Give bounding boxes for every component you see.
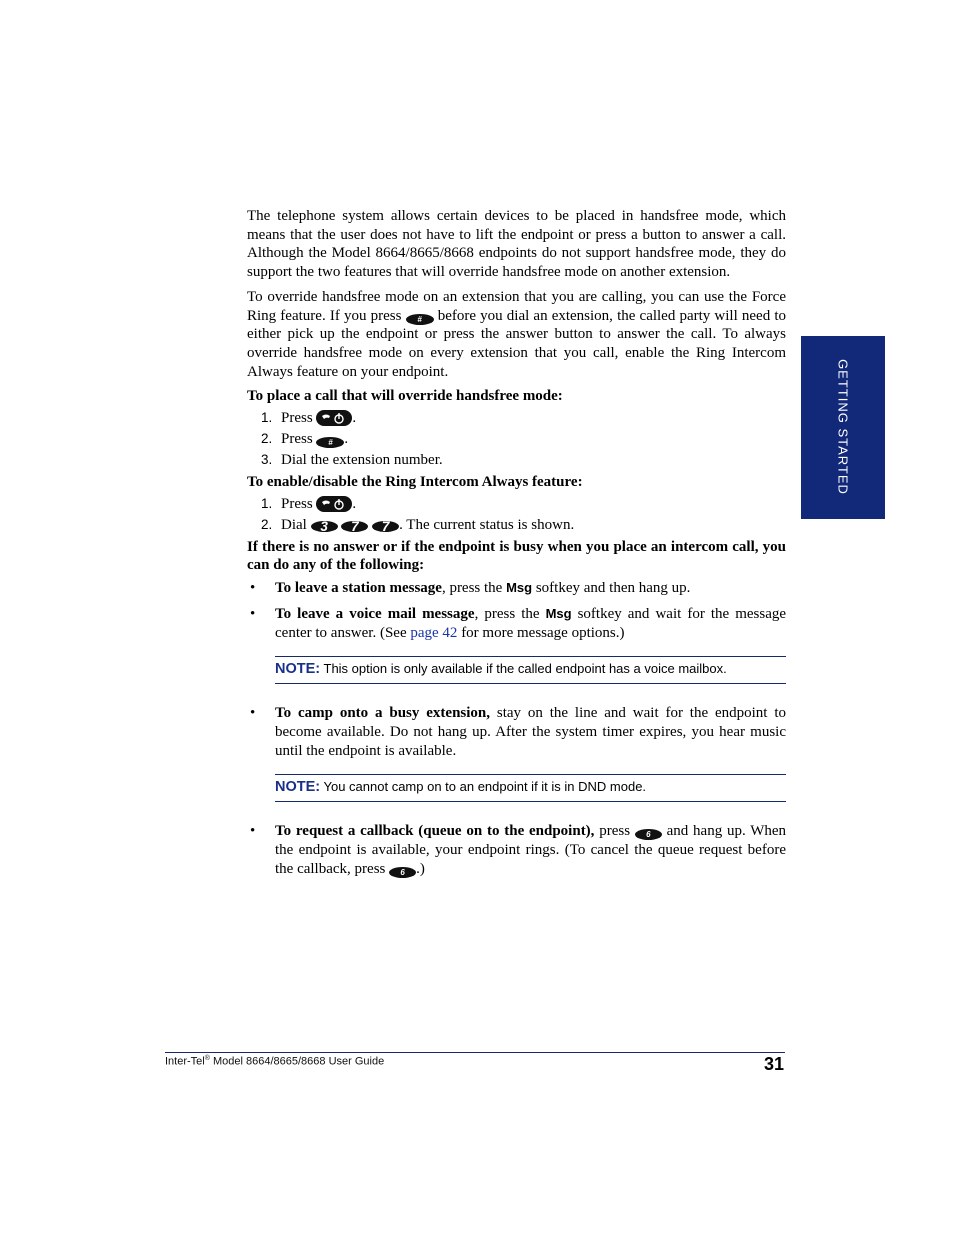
place-call-steps — [247, 409, 786, 470]
place-call-heading: To place a call that will override handsfree mode: — [247, 388, 563, 405]
note-text: This option is only available if the called endpoint has a voice mailbox. — [323, 661, 727, 677]
list-item: • To leave a voice mail message, press the Msg softkey and wait for the message center to answer. (See page 42 for more message options.) — [250, 605, 787, 641]
bullet-icon: • — [250, 705, 256, 722]
key-7-icon: 7 — [372, 521, 399, 532]
list-item: • To leave a station message, press the Msg softkey and then hang up. — [250, 580, 691, 597]
key-6-icon: 6 — [389, 867, 416, 878]
voicemail-note — [275, 656, 786, 684]
intercom-key-icon — [316, 410, 352, 426]
intro-paragraph: The telephone system allows certain devices to be placed in handsfree mode, which means that the user does not have to lift the endpoint or press a button to answer a call. Although the Model 8664/8665/8668 endpoints do not support handsfree mode, they do support the two features that will override handsfree mode on another extension. — [247, 208, 786, 281]
key-3-icon: 3 — [311, 521, 338, 532]
page-42-link[interactable]: page 42 — [410, 624, 458, 641]
key-7-icon: 7 — [341, 521, 368, 532]
list-item: 1. Press . — [261, 410, 357, 427]
hash-key-icon: # — [316, 437, 344, 448]
list-item: • To request a callback (queue on to the endpoint), press 6 and hang up. When the endpoint is available, your endpoint rings. (To cancel the queue request before the callback, press 6 .) — [250, 823, 787, 877]
list-item: 1. Press . — [261, 495, 357, 512]
bullet-icon: • — [250, 580, 256, 597]
list-item: 3. Dial the extension number. — [261, 452, 443, 469]
note-text: You cannot camp on to an endpoint if it is in DND mode. — [323, 779, 647, 795]
ring-intercom-steps — [247, 495, 786, 535]
note-label: NOTE: — [275, 661, 321, 678]
intercom-key-icon — [316, 496, 352, 512]
force-ring-text-before: To override handsfree mode on an extension that you are calling, you can use the Force Ring feature. If you press — [247, 288, 786, 324]
list-item: 2. Dial 3 7 7 . The current status is shown. — [261, 517, 575, 535]
list-item: • To camp onto a busy extension, stay on the line and wait for the endpoint to become available. Do not hang up. After the system timer expires, you hear music until the endpoint is available. — [250, 705, 787, 759]
msg-softkey-label: Msg — [506, 580, 533, 596]
force-ring-paragraph — [247, 288, 786, 382]
camp-note — [275, 774, 786, 802]
options-list-continued — [247, 704, 786, 760]
note-label: NOTE: — [275, 779, 321, 796]
footer-divider — [165, 1052, 785, 1053]
bullet-icon: • — [250, 605, 256, 622]
options-list-final — [247, 822, 786, 878]
main-content — [247, 207, 786, 885]
options-list — [247, 579, 786, 642]
bullet-icon: • — [250, 823, 256, 840]
section-tab-label: GETTING STARTED — [835, 359, 851, 495]
section-tab — [801, 336, 885, 519]
msg-softkey-label: Msg — [545, 605, 572, 621]
hash-key-icon: # — [406, 314, 434, 325]
footer-title: Inter-Tel® Model 8664/8665/8668 User Guide — [165, 1055, 385, 1068]
ring-intercom-heading: To enable/disable the Ring Intercom Always feature: — [247, 474, 583, 491]
list-item: 2. Press # . — [261, 431, 349, 448]
no-answer-heading: If there is no answer or if the endpoint is busy when you place an intercom call, you can do any of the following: — [247, 538, 786, 574]
key-6-icon: 6 — [635, 829, 662, 840]
page-number: 31 — [763, 1054, 784, 1074]
force-ring-text-after: before you dial an extension, the called party will need to either pick up the endpoint or press the answer button to answer the call. To always override handsfree mode on every extension that you call, enable the Ring Intercom Always feature on your endpoint. — [247, 307, 787, 380]
